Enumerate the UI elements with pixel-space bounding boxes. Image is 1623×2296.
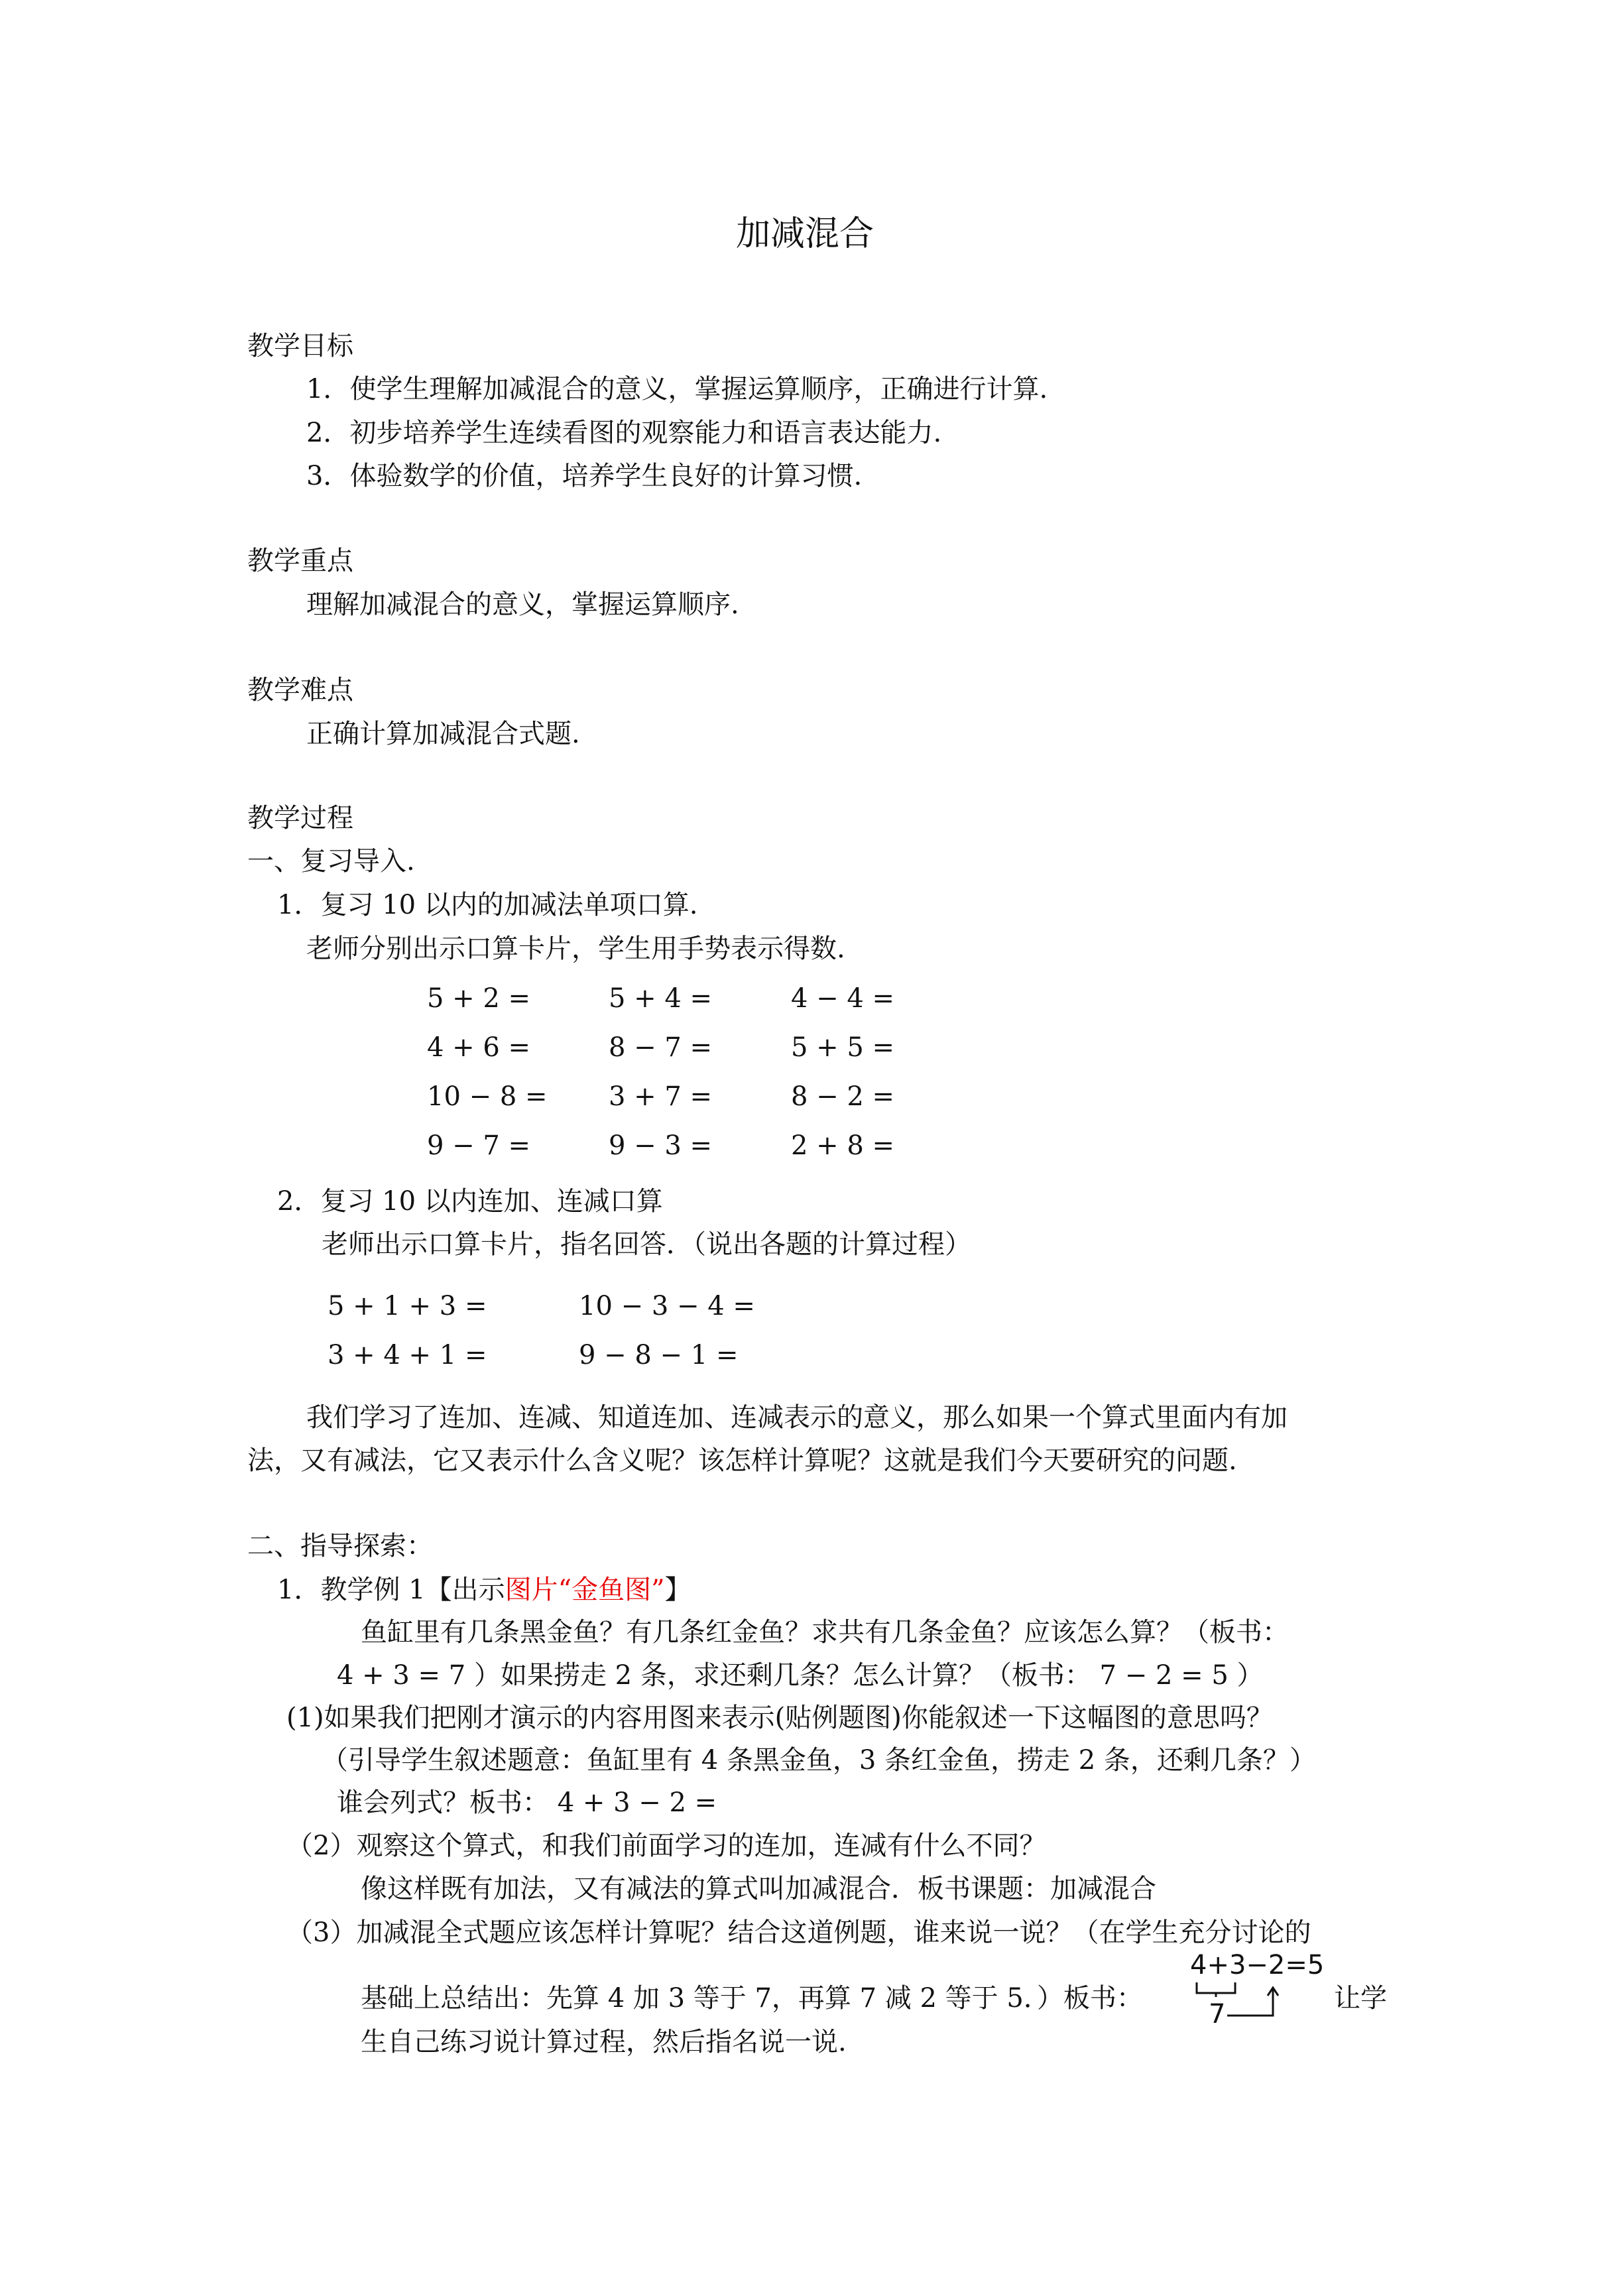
oral-calc-card: 3 + 7 = <box>609 1081 713 1112</box>
part1-item2-desc: 老师出示口算卡片，指名回答．（说出各题的计算过程） <box>322 1229 971 1260</box>
oral-calc-card: 8 − 2 = <box>791 1081 895 1112</box>
example1-text-line: 谁会列式？板书： 4 + 3 − 2 = <box>337 1787 717 1818</box>
chain-calc-card: 5 + 1 + 3 = <box>328 1291 487 1321</box>
part1-item1: 1．复习 10 以内的加减法单项口算. <box>277 890 698 920</box>
example1-text-line: （2）观察这个算式，和我们前面学习的连加，连减有什么不同？ <box>286 1831 1046 1861</box>
oral-calc-card: 5 + 5 = <box>791 1032 895 1063</box>
board-intermediate-result: 7 <box>1209 1999 1226 2029</box>
key-points-heading: 教学重点 <box>247 546 353 576</box>
oral-calc-card: 4 − 4 = <box>791 983 895 1014</box>
chain-calc-card: 10 − 3 − 4 = <box>579 1291 755 1321</box>
objective-item: 1．使学生理解加减混合的意义，掌握运算顺序，正确进行计算. <box>306 374 1048 404</box>
chain-calc-card: 3 + 4 + 1 = <box>328 1340 487 1370</box>
objective-item: 3．体验数学的价值，培养学生良好的计算习惯. <box>306 461 863 491</box>
example1-text-line: 4 + 3 = 7 ）如果捞走 2 条，求还剩几条？怎么计算？（板书： 7 − 2 = 5 ） <box>337 1660 1264 1691</box>
goldfish-picture-link: 图片“金鱼图” <box>505 1575 665 1605</box>
oral-calc-card: 4 + 6 = <box>427 1032 531 1063</box>
board-writing-diagram <box>1190 1949 1323 2029</box>
example1-text-line: （3）加减混全式题应该怎样计算呢？结合这道例题，谁来说一说？（在学生充分讨论的 <box>286 1917 1311 1948</box>
oral-calc-card: 5 + 4 = <box>609 983 713 1014</box>
example1-suffix: 】 <box>664 1575 691 1605</box>
oral-calc-card: 8 − 7 = <box>609 1032 713 1063</box>
page-title: 加减混合 <box>736 214 874 254</box>
intro-paragraph-line: 我们学习了连加、连减、知道连加、连减表示的意义，那么如果一个算式里面内有加 <box>306 1402 1288 1433</box>
example1-heading <box>277 1571 691 1608</box>
oral-calc-card: 9 − 3 = <box>609 1130 713 1161</box>
oral-calc-card: 10 − 8 = <box>427 1081 548 1112</box>
oral-calc-card: 5 + 2 = <box>427 983 531 1014</box>
intro-paragraph-line: 法，又有减法，它又表示什么含义呢？该怎样计算呢？这就是我们今天要研究的问题. <box>247 1445 1237 1476</box>
oral-calc-card: 9 − 7 = <box>427 1130 531 1161</box>
example1-text-line: 鱼缸里有几条黑金鱼？有几条红金鱼？求共有几条金鱼？应该怎么算？（板书： <box>361 1617 1289 1648</box>
board-expression: 4+3−2=5 <box>1190 1950 1325 1980</box>
example1-text-line: 基础上总结出：先算 4 加 3 等于 7，再算 7 减 2 等于 5．）板书： <box>361 1983 1143 2014</box>
objectives-heading: 教学目标 <box>247 331 353 361</box>
part1-heading: 一、复习导入. <box>247 846 415 876</box>
example1-text-tail: 让学 <box>1334 1983 1387 2014</box>
oral-calc-card: 2 + 8 = <box>791 1130 895 1161</box>
example1-text-line: 生自己练习说计算过程，然后指名说一说. <box>361 2027 847 2057</box>
example1-text-line: (1)如果我们把刚才演示的内容用图来表示(贴例题图)你能叙述一下这幅图的意思吗？ <box>286 1703 1273 1733</box>
difficulties-text: 正确计算加减混合式题. <box>306 719 580 749</box>
process-heading: 教学过程 <box>247 803 353 833</box>
example1-text-line: 像这样既有加法，又有减法的算式叫加减混合．板书课题：加减混合 <box>361 1874 1156 1904</box>
example1-prefix: 1．教学例 1【出示 <box>277 1575 505 1605</box>
part1-item1-desc: 老师分别出示口算卡片，学生用手势表示得数. <box>306 934 845 964</box>
chain-calc-card: 9 − 8 − 1 = <box>579 1340 739 1370</box>
part1-item2: 2．复习 10 以内连加、连减口算 <box>277 1186 663 1217</box>
difficulties-heading: 教学难点 <box>247 675 353 705</box>
key-points-text: 理解加减混合的意义，掌握运算顺序. <box>306 589 739 620</box>
objective-item: 2．初步培养学生连续看图的观察能力和语言表达能力. <box>306 418 942 448</box>
example1-text-line: （引导学生叙述题意：鱼缸里有 4 条黑金鱼，3 条红金鱼，捞走 2 条，还剩几条？） <box>322 1745 1316 1776</box>
part2-heading: 二、指导探索： <box>247 1531 433 1561</box>
